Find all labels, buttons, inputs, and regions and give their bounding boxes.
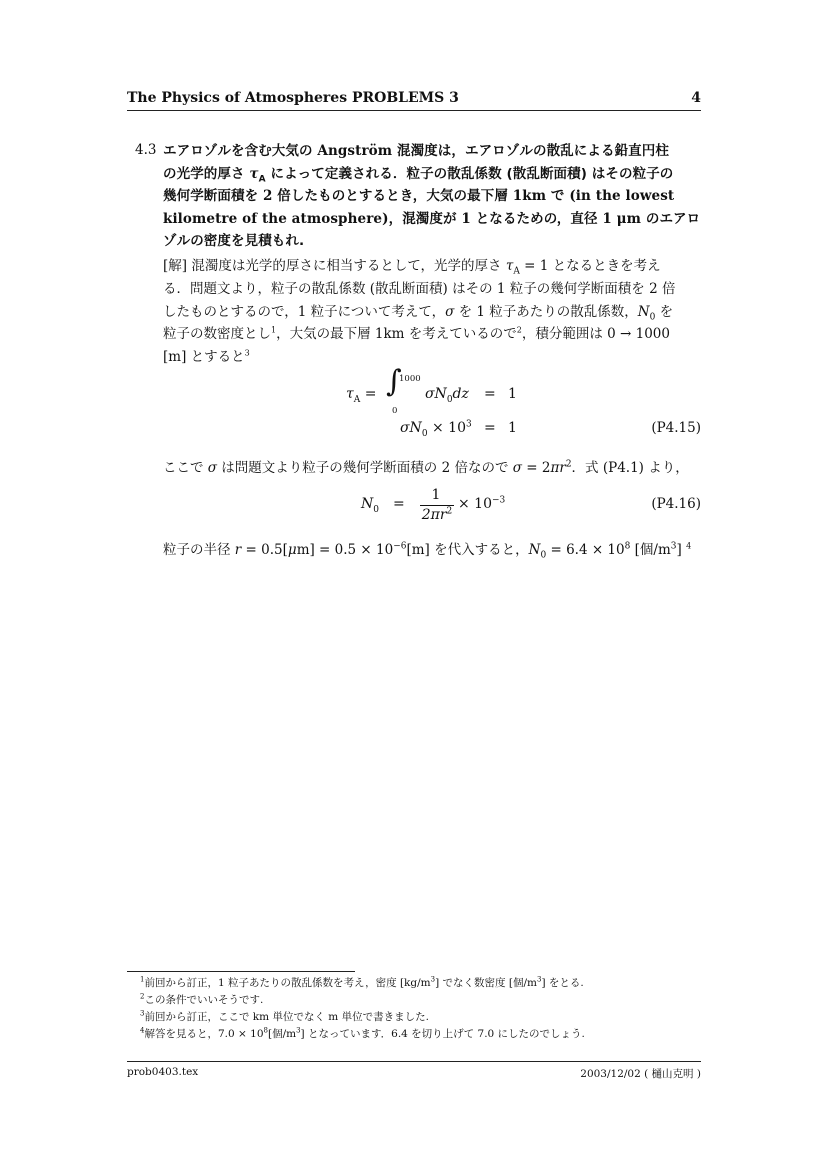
footer-date-author: 2003/12/02 ( 樋山克明 ) (580, 1068, 701, 1080)
problem-number: 4.3 (135, 142, 157, 158)
footnote-4: $^4$解答を見ると，$7.0 \times 10^8$[個$/m^3$] となっています．6.4 を切り上げて 7.0 にしたのでしょう. (140, 1026, 585, 1040)
answer-paragraph: [解] 混濁度は光学的厚さに相当するとして，光学的厚さ $\tau_A = 1$ となるときを考え る．問題文より，粒子の散乱係数 (散乱断面積) はその 1 粒子の幾何学断面積を 2 倍 したものとするので，1 粒子について考えて，σ を 1 粒子あたりの散乱係数，$N_0$ を 粒子の数密度とし$^1$，大気の最下層 1km を考えているので$^2$，積分範囲は 0 → 1000 [m] とすると$^3$ (163, 258, 676, 366)
footnote-rule (127, 971, 355, 972)
integral-sign: ∫ (386, 364, 402, 399)
footer-rule (127, 1061, 701, 1062)
footnote-ref-2: 2 (516, 325, 522, 335)
text-line-sigma: ここで σ は問題文より粒子の幾何学断面積の 2 倍なので $\sigma = 2\pi r^2$．式 (P4.1) より， (163, 459, 689, 476)
page-header (127, 90, 701, 106)
footnotes (140, 975, 585, 1043)
footnote-1: $^1$前回から訂正，1 粒子あたりの散乱係数を考え，密度 $[kg/m^3]$ でなく数密度 [個$/m^3$] をとる. (140, 975, 584, 989)
footnote-ref-1: 1 (271, 325, 277, 335)
footnote-3: $^3$前回から訂正，ここで km 単位でなく m 単位で書きました. (140, 1009, 429, 1023)
problem-statement: エアロゾルを含む大気の Angström 混濁度は，エアロゾルの散乱による鉛直円柱 の光学的厚さ $\tau_A$ によって定義される．粒子の散乱係数 (散乱断面積) はその粒子の 幾何学断面積を 2 倍したものとするとき，大気の最下層 1km で (in the lowest kilometre of the atmosphere)，混濁度が 1 となるための，直径 1 μm のエアロ ゾルの密度を見積もれ. (163, 143, 701, 249)
header-rule (127, 110, 701, 111)
equation-number: (P4.16) (651, 496, 701, 512)
header-title: The Physics of Atmospheres PROBLEMS 3 (127, 90, 459, 106)
result-line: 粒子の半径 $r = 0.5[\mu m] = 0.5 \times 10^{-6}[m]$ を代入すると，$N_0 = 6.4 \times 10^8$ [個$/m^3$] $^4$ (163, 541, 692, 561)
footer-filename: prob0403.tex (127, 1066, 199, 1078)
footnote-ref-3: 3 (244, 348, 250, 358)
footnote-ref-4: 4 (686, 541, 692, 551)
page-number: 4 (691, 90, 701, 106)
footnote-2: $^2$この条件でいいそうです. (140, 992, 264, 1006)
equation-number: (P4.15) (651, 420, 701, 436)
